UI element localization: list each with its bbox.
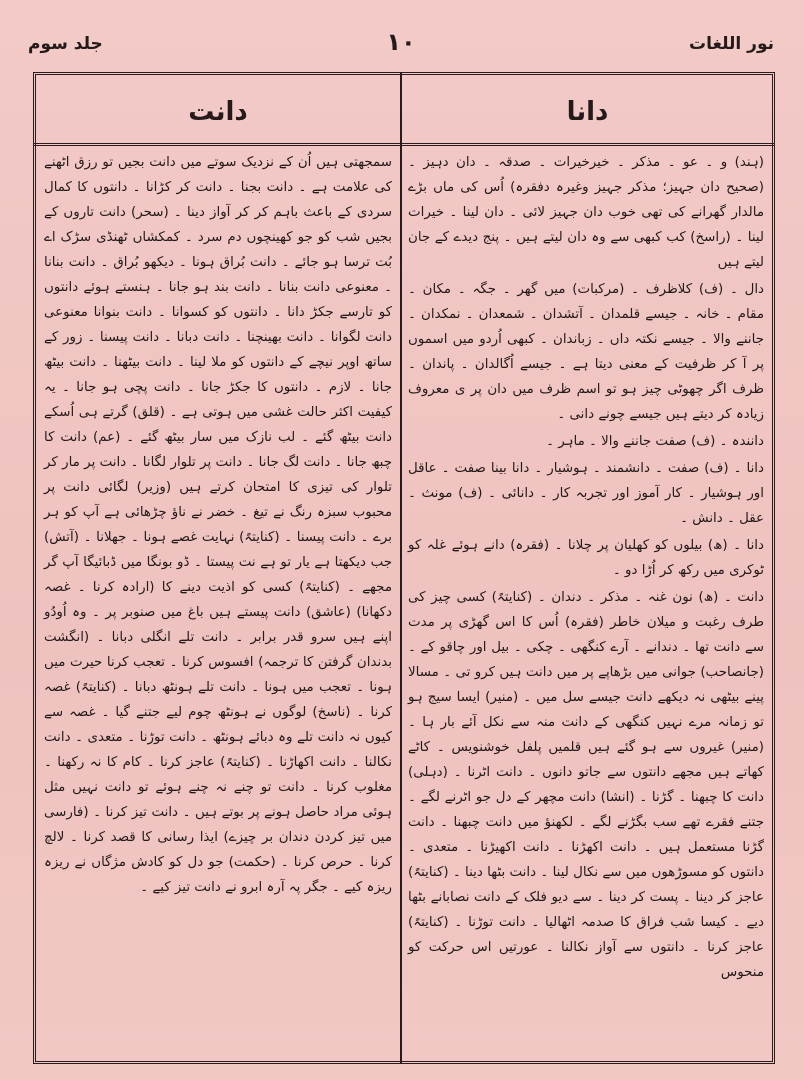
- entry-paragraph: دانا ۔ (ھ) بیلوں کو کھلیان پر چلانا ۔ (فقرہ) دانے ہوئے غلہ کو ٹوکری میں رکھ کر اُڑا دو ۔: [408, 538, 764, 578]
- volume-label: جلد سوم: [28, 34, 103, 54]
- entry-paragraph: دانا ۔ (ف) صفت ۔ دانشمند ۔ ہوشیار ۔ دانا بینا صفت ۔ عاقل اور ہوشیار ۔ کار آموز اور تجربہ کار ۔ دانائی ۔ (ف) مونث ۔ عقل ۔ دانش ۔: [408, 461, 764, 526]
- running-head: [28, 28, 774, 64]
- dictionary-title: نور اللغات: [689, 34, 774, 54]
- right-column: [404, 150, 770, 1058]
- header-rule: [33, 143, 775, 146]
- column-divider: [400, 72, 402, 1064]
- left-column-heading: دانت: [188, 97, 248, 127]
- page-number: ۱۰: [386, 28, 416, 56]
- left-column: [38, 150, 396, 1058]
- entry-paragraph: دال ۔ (ف) کلاظرف ۔ (مرکبات) میں گھر ۔ جگہ ۔ مکان ۔ مقام ۔ خانہ ۔ جیسے قلمدان ۔ آتشدان ۔ شمعدان ۔ نمکدان ۔ جاننے والا ۔ جیسے نکتہ داں ۔ زباندان ۔ کبھی اُردو میں اسموں پر آ کر ظرفیت کے معنی دیتا ہے ۔ جیسے اُگالدان ۔ پاندان ۔ ظرف اگر چھوٹی چیز ہو تو اسم ظرف میں دان پر ی معروف زیادہ کر دیتے ہیں جیسے چونے دانی ۔: [408, 282, 764, 422]
- entry-paragraph: (ہند) و ۔ عو ۔ مذکر ۔ خیرخیرات ۔ صدقہ ۔ دان دہیز ۔ (صحیح دان جہیز؛ مذکر جہیز وغیرہ دفقرہ) اُس کی ماں بڑے مالدار گھرانے کی تھی خوب دان جہیز لائی ۔ دان لینا ۔ خیرات لینا ۔ (راسخ) کب کبھی سے وہ دان لیتے ہیں ۔ پنج دیدے کے جان لیتے ہیں: [408, 155, 764, 270]
- entry-paragraph: دانت ۔ (ھ) نون غنہ ۔ مذکر ۔ دندان ۔ (کنایتہً) کسی چیز کی طرف رغبت و میلان خاطر (فقرہ) اُس کا اس گھڑی پر مدت سے دانت تھا ۔ دندانے ۔ آرے کنگھی ۔ چکی ۔ بیل اور چاقو کے ۔ (جانصاحب) جوانی میں بڑھاپے پر میں دانت ہیں کرو تی ۔ مسالا پینے بیٹھی نہ دیکھے دانت جیسے سل میں ۔ (منیر) ایسا سیج ہو تو زمانہ مرے نہیں کنگھی کے دانت منہ سے نکل آئے بار ہا ۔ (منیر) غیروں سے ہو گئے ہیں قلمیں پلفل خوشنویس ۔ کاٹے کھاتے ہیں مجھے دانتوں سے جاتو دانوں ۔ دانت اٹرنا ۔ (دہلی) دانت کا چبھنا ۔ گڑنا ۔ (انشا) دانت مچھر کے دل جو اٹرنے لگے ۔ جتنے فقرے تھے سب بگڑنے لگے ۔ لکھنؤ میں دانت چبھنا ۔ دانت گڑنا مستعمل ہیں ۔ دانت اکھڑنا ۔ دانت اکھیڑنا ۔ متعدی ۔ دانتوں کو مسوڑھوں میں سے نکال لینا ۔ دانت بٹھا دینا ۔ (کنایتہً) عاجز کر دینا ۔ پست کر دینا ۔ سے دیو فلک کے دانت نصابانے بٹھا دیے ۔ کیسا شب فراق کا صدمہ اٹھالیا ۔ دانت توڑنا ۔ (کنایتہً) عاجز کرنا ۔ دانتوں سے آواز نکالنا ۔ عورتیں اس حرکت کو منحوس: [408, 590, 764, 980]
- entry-paragraph: سمجھتی ہیں اُن کے نزدیک سوتے میں دانت بجیں تو رزق اٹھنے کی علامت ہے ۔ دانت بجنا ۔ دانت کر کڑانا ۔ دانتوں کا کمال سردی کے باعث باہم کر کر آواز دینا ۔ (سحر) دانت تاروں کے بجیں شب کو جو کھینچوں دم سرد ۔ کمکشاں ٹھنڈی سڑک اے بُت ترسا ہو جائے ۔ دانت بُراق ہونا ۔ دیکھو بُراق ۔ دانت بنانا ۔ معنوعی دانت بنانا ۔ دانت بند ہو جانا ۔ ہنستے ہوئے دانتوں کو تارسے جکڑ دانا ۔ دانتوں کو کسوانا ۔ دانت بنوانا معنوعی دانت لگوانا ۔ دانت بھینچنا ۔ دانت دبانا ۔ دانت پیسنا ۔ زور کے ساتھ اوپر نیچے کے دانتوں کو ملا لینا ۔ دانت بیٹھنا ۔ دانت بیٹھ جانا ۔ لازم ۔ دانتوں کا جکڑ جانا ۔ دانت پچی ہو جانا ۔ یہ کیفیت اکثر حالت غشی میں ہوتی ہے ۔ (قلق) گرتے ہی اُسکے دانت بیٹھ گئے ۔ لب نازک میں سار بیٹھ گئے ۔ (عم) دانت کا چبھ جانا ۔ دانت لگ جانا ۔ دانت پر تلوار لگانا ۔ دانت پر مار کر تلوار کی تیزی کا امتحان کرتے ہیں (وزیر) لگائی دانت پر محبوب سبزہ رنگ نے تیغ ۔ خضر نے ناؤ چڑھائی ہے آپ کو ہر برے ۔ دانت پیسنا ۔ (کنایتہً) نہایت غصے ہونا ۔ جھلانا ۔ (آتش) جب دیکھتا ہے یار تو ہے نت پیستا ۔ ڈو بونگا میں ڈبائیگا آپ گر مجھے ۔ (کنایتہً) کسی کو اذیت دینے کا (ارادہ کرنا ۔ غصہ دکھانا) (عاشق) دانت پیستے ہیں باغ میں صنوبر پر ۔ وہ اُودُو اپنے ہیں سرو قدر برابر ۔ دانت تلے انگلی دبانا ۔ (انگشت بدندان گرفتن کا ترجمہ) افسوس کرنا ۔ تعجب کرنا حیرت میں ہونا ۔ تعجب میں ہونا ۔ دانت تلے ہونٹھ دبانا ۔ (کنایتہً) غصہ کرنا ۔ (ناسخ) لوگوں نے ہونٹھ چوم لیے جتنے گیا ۔ غصہ سے کیوں نہ دانت تلے وہ دبائے ہونٹھ ۔ دانت توڑنا ۔ متعدی ۔ دانت نکالنا ۔ دانت اکھاڑنا ۔ (کنایتہً) عاجز کرنا ۔ کام کا نہ رکھنا ۔ مغلوب کرنا ۔ دانت تو چنے نہ چنے ہوئے تو دانت نہیں مثل ہوئی مراد حاصل ہونے پر بوتے ہیں ۔ دانت تیز کرنا ۔ (فارسی میں تیز کردن دندان بر چیزے) ایذا رسانی کا قصد کرنا ۔ لالچ کرنا ۔ حرص کرنا ۔ (حکمت) جو دل کو کادش مژگاں نے ریزہ ریزہ کیے ۔ جگر پہ آرہ ابرو نے دانت تیز کیے ۔: [44, 155, 392, 895]
- entry-paragraph: دانندہ ۔ (ف) صفت جاننے والا ۔ ماہر ۔: [546, 434, 764, 449]
- right-column-heading: دانا: [566, 97, 609, 127]
